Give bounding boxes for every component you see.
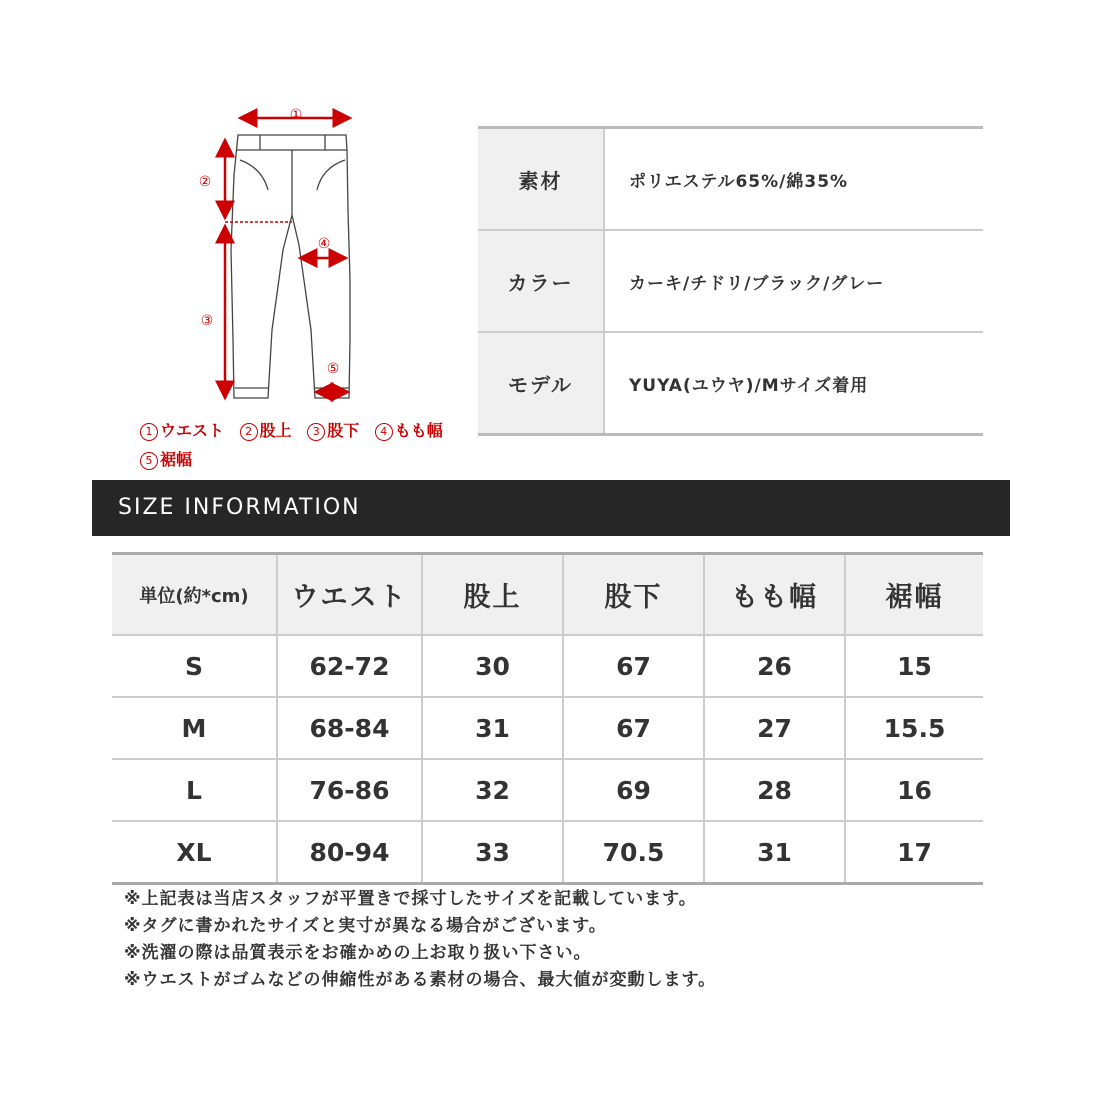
table-cell: 15 (845, 635, 983, 697)
legend-line-1 (140, 418, 443, 441)
measurement-lines (225, 118, 350, 398)
table-cell: 16 (845, 759, 983, 821)
legend-item-inseam: 3 股下 (307, 421, 359, 440)
header-thigh: もも幅 (704, 554, 845, 636)
pants-outline (231, 135, 350, 398)
marker-1: ① (289, 107, 303, 123)
pants-illustration (0, 0, 470, 420)
legend-item-thigh: 4 もも幅 (375, 421, 443, 440)
marker-5: ⑤ (326, 361, 340, 377)
table-row (112, 697, 983, 759)
spec-row-material (478, 128, 983, 231)
note-line: ※洗濯の際は品質表示をお確かめの上お取り扱い下さい。 (124, 943, 592, 963)
table-cell: 33 (422, 821, 563, 884)
notes (124, 886, 716, 994)
size-table-header (112, 554, 983, 636)
spec-value: YUYA(ユウヤ)/Mサイズ着用 (604, 332, 983, 435)
table-cell: 15.5 (845, 697, 983, 759)
table-cell: 32 (422, 759, 563, 821)
table-cell: 80-94 (277, 821, 422, 884)
header-rise: 股上 (422, 554, 563, 636)
banner-title: SIZE INFORMATION (118, 495, 361, 520)
note-line: ※ウエストがゴムなどの伸縮性がある素材の場合、最大値が変動します。 (124, 970, 717, 990)
table-row (112, 635, 983, 697)
table-cell: 31 (422, 697, 563, 759)
note-line: ※タグに書かれたサイズと実寸が異なる場合がございます。 (124, 916, 607, 936)
table-cell: 76-86 (277, 759, 422, 821)
marker-4: ④ (317, 236, 331, 252)
spec-value: ポリエステル65%/綿35% (604, 128, 983, 231)
pants-measurement-diagram (0, 0, 470, 480)
table-cell: 62-72 (277, 635, 422, 697)
marker-2: ② (198, 174, 212, 190)
size-table (112, 552, 983, 885)
table-cell: 67 (563, 635, 704, 697)
header-hem: 裾幅 (845, 554, 983, 636)
note-line: ※上記表は当店スタッフが平置きで採寸したサイズを記載しています。 (124, 889, 697, 909)
header-waist: ウエスト (277, 554, 422, 636)
legend-item-rise: 2 股上 (240, 421, 292, 440)
table-cell: 67 (563, 697, 704, 759)
table-cell: 70.5 (563, 821, 704, 884)
marker-3: ③ (200, 313, 214, 329)
table-cell: 30 (422, 635, 563, 697)
spec-key: カラー (478, 230, 604, 332)
measurement-markers (199, 107, 340, 377)
table-cell: 68-84 (277, 697, 422, 759)
table-cell: 31 (704, 821, 845, 884)
spec-key: モデル (478, 332, 604, 435)
size-label: L (112, 759, 277, 821)
table-cell: 26 (704, 635, 845, 697)
spec-value: カーキ/チドリ/ブラック/グレー (604, 230, 983, 332)
product-spec-table (478, 126, 983, 436)
table-cell: 17 (845, 821, 983, 884)
size-label: M (112, 697, 277, 759)
legend-item-hem: 5 裾幅 (140, 450, 192, 469)
size-information-banner (92, 480, 1010, 536)
size-label: XL (112, 821, 277, 884)
spec-row-model (478, 332, 983, 435)
table-row (112, 759, 983, 821)
table-cell: 28 (704, 759, 845, 821)
legend-item-waist: 1 ウエスト (140, 421, 224, 440)
table-cell: 69 (563, 759, 704, 821)
size-label: S (112, 635, 277, 697)
legend-line-2 (140, 447, 192, 470)
spec-row-color (478, 230, 983, 332)
table-cell: 27 (704, 697, 845, 759)
table-row (112, 821, 983, 884)
header-inseam: 股下 (563, 554, 704, 636)
header-unit: 単位(約*cm) (112, 554, 277, 636)
spec-key: 素材 (478, 128, 604, 231)
